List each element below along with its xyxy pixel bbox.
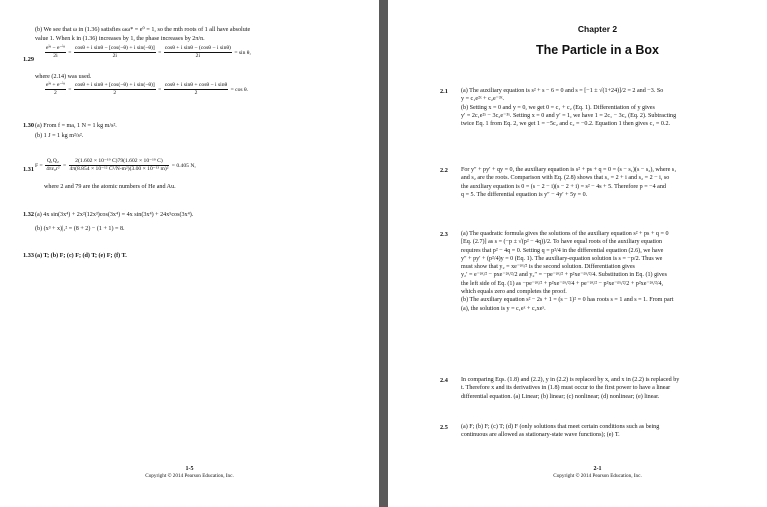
right-page (388, 0, 767, 507)
text-line: which equals zero and completes the proof. (461, 289, 567, 296)
result: = 0.405 N, (171, 162, 196, 169)
text-line: requires that p² − 4q = 0. Setting q = p²/4 in the differential equation (2.6), we have (461, 247, 664, 254)
numerator: cosθ + i sinθ + [cos(−θ) + i sin(−θ)] (74, 82, 155, 88)
page-number: 1-5 (185, 466, 194, 472)
text-line: the left side of Eq. (1) as −pe⁻ᵖˣ/² + p²xe⁻ᵖˣ/²/4 + pe⁻ᵖˣ/² − p²xe⁻ᵖˣ/²/2 + p²xe⁻ᵖˣ/²/4, (461, 280, 664, 287)
text-line: (a) The quadratic formula gives the solutions of the auxiliary equation s² + ps + q = 0 (461, 231, 669, 237)
answer-2-3 (461, 230, 756, 313)
intro-line-1: (b) We see that ω in (1.36) satisfies ωω* = e⁰ = 1, so the mth roots of 1 all have absolute (35, 27, 251, 33)
text-line: (b) Setting x = 0 and y = 0, we get 0 = c₁ + c₂ (Eq. 1). Differentiation of y gives (461, 104, 655, 111)
problem-number-1-29: 1.29 (23, 56, 35, 63)
fraction (45, 82, 66, 97)
problem-number-2-1: 2.1 (440, 88, 448, 95)
answer-1-32-b: (b) (x³ + x)|₁² = (8 + 2) − (1 + 1) = 8. (35, 226, 125, 232)
text-line: y′ = 2c₁e²ˣ − 3c₂e⁻³ˣ. Setting x = 0 and y′ = 1, we have 1 = 2c₁ − 3c₂ (Eq. 2). Subtracting (461, 112, 677, 119)
left-page (0, 0, 379, 507)
problem-number-2-4: 2.4 (440, 377, 448, 384)
text-line: y = c₁e²ˣ + c₂e⁻³ˣ. (461, 96, 504, 103)
denominator: 2i (195, 53, 200, 59)
chapter-title: The Particle in a Box (536, 43, 659, 57)
answer-2-1 (461, 87, 756, 128)
denominator: 2i (53, 53, 58, 59)
text-line: continuous are allowed as stationary-state wave functions); (e) T. (461, 432, 620, 439)
text-line: In comparing Eqs. (1.8) and (2.2), y in (2.2) is replaced by x, and x in (2.2) is replaced by (461, 377, 680, 383)
equation-cos: $\frac{\text{eⁱᶿ + e⁻ⁱᶿ}}{2}$ = $\frac{\text{cosθ + i sinθ + [cos(−θ) + i sin(−θ)]}}{2}$ = $\frac{\text{cosθ + i sinθ + cosθ − i sinθ}}{2}$ = cos θ. (46, 82, 249, 96)
text-line: q = 5. The differential equation is y″ − 4y′ + 5y = 0. (461, 191, 588, 198)
answer-2-5 (461, 423, 756, 440)
answer-1-30-a: (a) From f = ma, 1 N = 1 kg m/s². (35, 123, 117, 129)
problem-number-1-33: 1.33 (23, 252, 35, 259)
text-line: must show that y₂ = xe⁻ᵖˣ/² is the second solution. Differentiation gives (461, 264, 635, 271)
chapter-label: Chapter 2 (577, 24, 618, 34)
equation-sin: $\frac{\text{eⁱᶿ − e⁻ⁱᶿ}}{2i}$ = $\frac{\text{cosθ + i sinθ − [cos(−θ) + i sin(−θ)]}}{2i}$ = $\frac{\text{cosθ + i sinθ − (cosθ − i sinθ)}}{2i}$ = sin θ, (46, 45, 251, 59)
answer-2-4 (461, 376, 756, 401)
text-line: For y″ + py′ + qy = 0, the auxiliary equation is s² + ps + q = 0 = (s − s₁)(s − s₂), where s₁ (461, 167, 677, 173)
intro-line-2: value 1. When k in (1.36) increases by 1, the phase increases by 2π/n. (35, 36, 205, 42)
page-number: 2-1 (593, 466, 602, 472)
numerator: cosθ + i sinθ − (cosθ − i sinθ) (164, 45, 231, 51)
answer-1-32-a: (a) 4x sin(3x⁴) + 2x²(12x³)cos(3x⁴) = 4x sin(3x⁴) + 24x⁵cos(3x⁴). (35, 212, 194, 218)
fraction (69, 158, 170, 173)
fraction (164, 45, 232, 60)
denominator: 2 (194, 90, 198, 96)
text-line: [Eq. (2.7)] as s = (−p ± √(p² − 4q))/2. To have equal roots of the auxiliary equation (461, 239, 663, 246)
text-line: t. Therefore x and its derivatives in (1.8) must occur to the first power to have a linear (461, 385, 671, 392)
text-line: differential equation. (a) Linear; (b) linear; (c) nonlinear; (d) nonlinear; (e) linear. (461, 393, 660, 400)
numerator: cosθ + i sinθ − [cos(−θ) + i sin(−θ)] (74, 45, 155, 51)
problem-number-1-32: 1.32 (23, 211, 35, 218)
denominator: 4π(8.854 × 10⁻¹² C²/N-m²)(3.00 × 10⁻¹³ m)² (69, 166, 169, 172)
lhs: F = (35, 162, 43, 169)
numerator: 2(1.602 × 10⁻¹⁹ C)79(1.602 × 10⁻¹⁹ C) (69, 158, 170, 166)
text-line: (a), the solution is y = c₁eˣ + c₂xeˣ. (461, 305, 546, 312)
problem-number-2-5: 2.5 (440, 424, 448, 431)
numerator: cosθ + i sinθ + cosθ − i sinθ (164, 82, 228, 88)
note-1-31: where 2 and 79 are the atomic numbers of He and Au. (44, 184, 176, 190)
equation-force: F = $\frac{\text{Q₁Q₂}}{\text{4πε₀r²}}$ = $\frac{\text{2(1.602 × 10⁻¹⁹ C)79(1.602 × 10⁻¹⁹ C)}}{\text{4π(8.854 × 10⁻¹² C²/N-m²)(3.00 × 10⁻¹³ m)²}}$ = 0.405 N, (35, 158, 196, 172)
denominator: 4πε₀r² (46, 166, 60, 172)
text-line: twice Eq. 1 from Eq. 2, we get 1 = −5c₂ and c₂ = −0.2. Equation 1 then gives c₁ = 0.2. (461, 121, 671, 128)
denominator: 2i (112, 53, 117, 59)
answer-2-2 (461, 166, 756, 199)
page-gutter (379, 0, 388, 507)
where-note: where (2.14) was used. (35, 74, 92, 80)
fraction (45, 45, 66, 60)
denominator: 2 (113, 90, 117, 96)
copyright: Copyright © 2014 Pearson Education, Inc. (553, 473, 642, 479)
fraction (164, 82, 228, 97)
numerator: eⁱᶿ − e⁻ⁱᶿ (46, 45, 65, 51)
numerator: Q₁Q₂ (46, 158, 59, 164)
fraction (74, 82, 156, 97)
problem-number-1-31: 1.31 (23, 166, 35, 173)
fraction (45, 158, 60, 173)
text-line: and s₂ are the roots. Comparison with Eq. (2.8) shows that s₁ = 2 + i and s₂ = 2 − i, so (461, 175, 670, 182)
text-line: the auxiliary equation is 0 = (s − 2 − i)(s − 2 + i) = s² − 4s + 5. Therefore p = −4 and (461, 183, 666, 190)
text-line: y″ + py′ + (p²/4)y = 0 (Eq. 1). The auxiliary-equation solution is s = −p/2. Thus we (461, 255, 663, 262)
text-line: (a) The auxiliary equation is s² + s − 6 = 0 and s = [−1 ± √(1+24)]/2 = 2 and −3. So (461, 88, 664, 94)
problem-number-1-30: 1.30 (23, 122, 35, 129)
result: = sin θ, (234, 49, 251, 56)
problem-number-2-2: 2.2 (440, 167, 448, 174)
answer-1-33: (a) T; (b) F; (c) F; (d) T; (e) F; (f) T. (35, 253, 127, 259)
result: = cos θ. (230, 86, 249, 93)
fraction (74, 45, 156, 60)
page-footer (408, 466, 767, 480)
copyright: Copyright © 2014 Pearson Education, Inc. (145, 473, 234, 479)
text-line: y₂′ = e⁻ᵖˣ/² − pxe⁻ᵖˣ/²/2 and y₂″ = −pe⁻ᵖˣ/² + p²xe⁻ᵖˣ/²/4. Substitution in Eq. (1) gives (461, 272, 667, 279)
answer-1-30-b: (b) 1 J = 1 kg m²/s². (35, 133, 84, 139)
numerator: eⁱᶿ + e⁻ⁱᶿ (46, 82, 65, 88)
denominator: 2 (54, 90, 57, 96)
problem-number-2-3: 2.3 (440, 231, 448, 238)
page-footer (0, 466, 379, 480)
text-line: (b) The auxiliary equation s² − 2s + 1 = (s − 1)² = 0 has roots s = 1 and s = 1. From part (461, 297, 674, 304)
text-line: (a) F; (b) F; (c) T; (d) F (only solutions that meet certain conditions such as being (461, 424, 660, 430)
